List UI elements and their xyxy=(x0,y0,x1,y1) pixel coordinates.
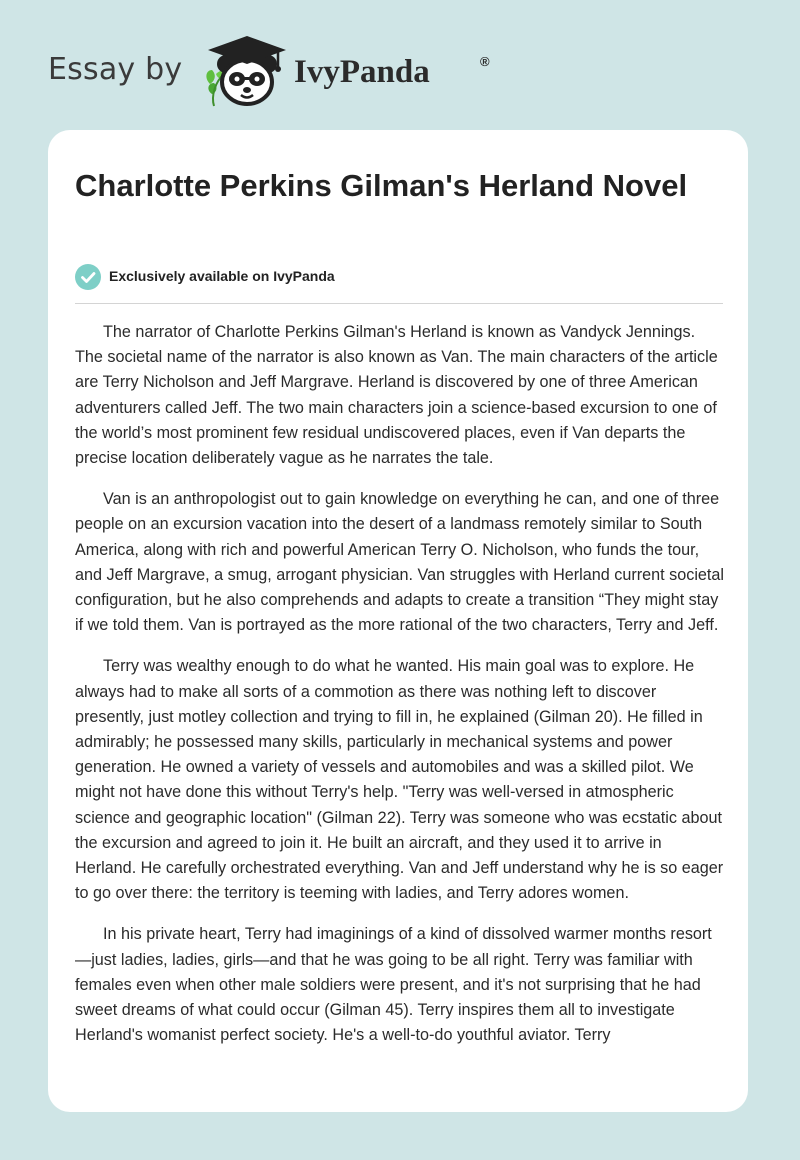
essay-card xyxy=(48,130,748,1112)
paragraph: Van is an anthropologist out to gain knowledge on everything he can, and one of three people on an excursion vacation into the desert of a landmass remotely similar to South America, along with rich and powerful American Terry O. Nicholson, who funds the tour, and Jeff Margrave, a smug, arrogant physician. Van struggles with Herland current societal configuration, but he also comprehends and adapts to create a transition “They might stay if we told them. Van is portrayed as the more rational of the two characters, Terry and Jeff. xyxy=(75,490,725,635)
brand-prefix: Essay by xyxy=(48,52,183,87)
badge-label: Exclusively available on IvyPanda xyxy=(109,268,335,284)
brand-header xyxy=(48,34,508,114)
registered-mark: ® xyxy=(480,54,490,69)
paragraph: In his private heart, Terry had imaginings of a kind of dissolved warmer months resort—just ladies, ladies, girls—and that he was going to be all right. Terry was familiar with females even when other male soldiers were present, and it's not surprising that he had sweet dreams of what could occur (Gilman 45). Terry inspires them all to investigate Herland's womanist perfect society. He's a well-to-do youthful aviator. Terry xyxy=(75,925,712,1045)
brand-name: IvyPanda xyxy=(294,54,430,90)
paragraph: Terry was wealthy enough to do what he wanted. His main goal was to explore. He always had to make all sorts of a commotion as there was nothing left to discover presently, just motley collection and trying to fill in, he explained (Gilman 20). He filled in admirably; he possessed many skills, particularly in mechanical systems and power generation. He owned a variety of vessels and automobiles and was a skilled pilot. We might not have done this without Terry's help. "Terry was well-versed in atmospheric science and geographic location" (Gilman 22). Terry was someone who was ecstatic about the excursion and agreed to join it. He built an aircraft, and they used it to arrive in Herland. He carefully orchestrated everything. Van and Jeff understand why he is so eager to go over there: the territory is teeming with ladies, and Terry adores women. xyxy=(75,657,724,903)
essay-body xyxy=(75,320,725,1064)
paragraph: The narrator of Charlotte Perkins Gilman's Herland is known as Vandyck Jennings. The societal name of the narrator is also known as Van. The main characters of the article are Terry Nicholson and Jeff Margrave. Herland is discovered by one of three American adventurers called Jeff. The two main characters join a science-based excursion to one of the world’s most prominent few residual undiscovered places, even if Van departs the precise location deliberately vague as he narrates the tale. xyxy=(75,323,718,468)
page-title: Charlotte Perkins Gilman's Herland Novel xyxy=(75,168,688,203)
divider xyxy=(75,303,723,304)
check-circle-icon xyxy=(75,264,101,290)
panda-graduate-logo-icon xyxy=(202,34,288,110)
